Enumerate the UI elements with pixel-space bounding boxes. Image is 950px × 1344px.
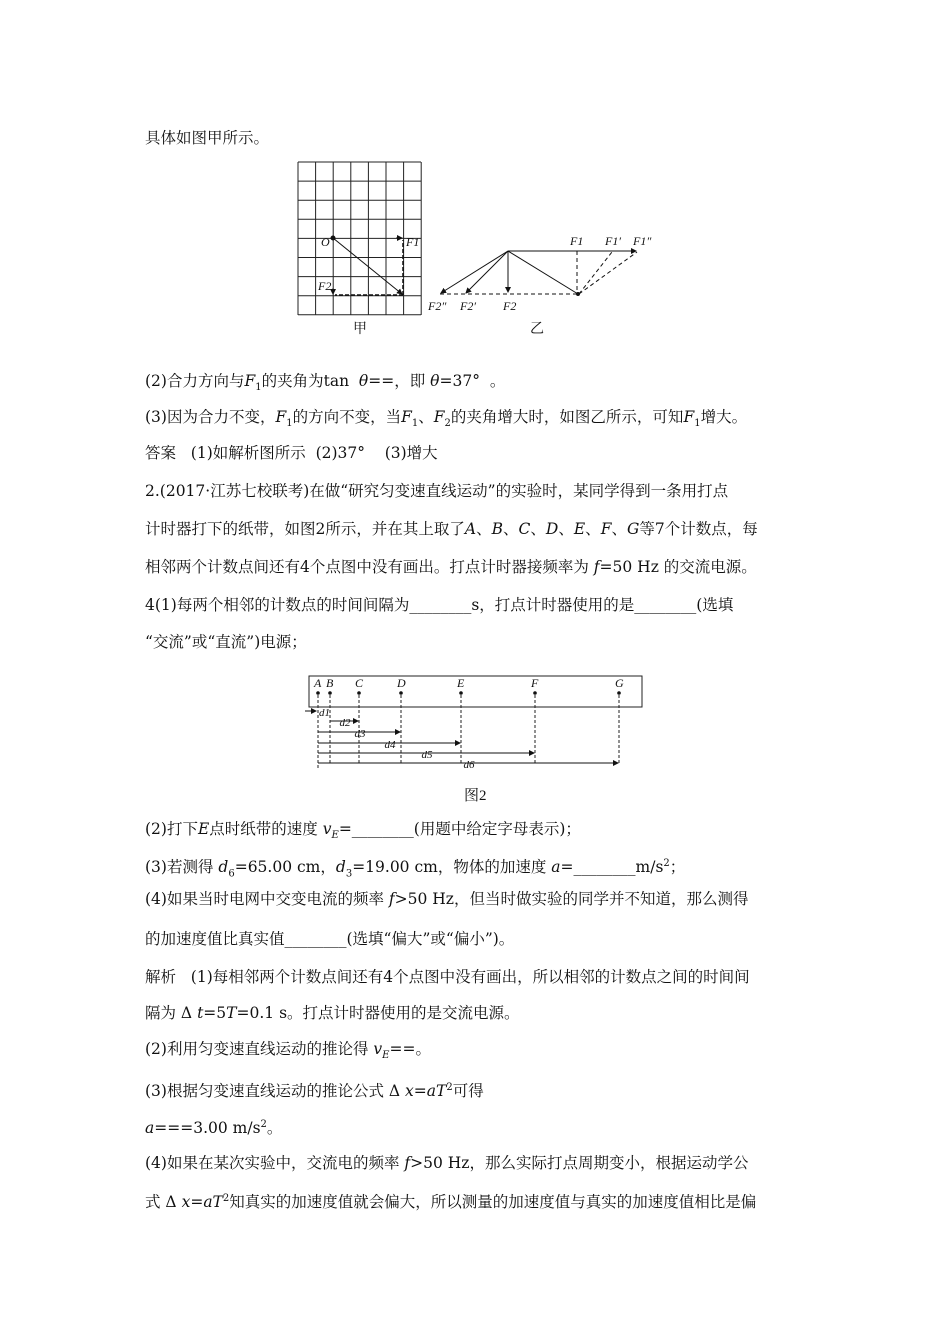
text-run: 、: [585, 520, 601, 538]
text-run: 2: [260, 1119, 267, 1130]
text-run: =19.00 cm，物体的加速度: [352, 858, 552, 877]
text-run: (3)若测得: [145, 858, 219, 877]
text-run: E: [573, 520, 586, 538]
text-run: ；: [669, 858, 686, 877]
text-run: a: [145, 1119, 155, 1138]
distance-label: d4: [384, 739, 396, 751]
text-run: =________(用题中给定字母表示)；: [338, 820, 581, 838]
text-run: d: [218, 858, 229, 877]
text-run: (4)如果当时电网中交变电流的频率: [145, 890, 389, 908]
text-run: 式 Δ: [145, 1193, 182, 1212]
tape-point-label: F: [531, 676, 539, 690]
label-yi-f2: F2: [503, 299, 517, 313]
text-run: =: [413, 1082, 427, 1101]
text-run: =5: [203, 1004, 227, 1022]
text-run: =: [190, 1193, 204, 1212]
text-run: 点时纸带的速度: [209, 820, 323, 838]
tape-point: [459, 691, 463, 695]
text-run: 6: [228, 868, 235, 880]
text-run: ==。: [389, 1040, 431, 1058]
text-run: f: [388, 890, 395, 908]
label-yi-f1p: F1′: [605, 234, 621, 248]
text-run: C: [518, 520, 531, 538]
tape-point: [357, 691, 361, 695]
text-run: θ: [358, 372, 369, 390]
tape-point-label: B: [326, 676, 334, 690]
text-run: 计时器打下的纸带，如图2所示，并在其上取了: [145, 520, 465, 538]
tape-point-label: A: [314, 676, 322, 690]
text-run: 2: [446, 1082, 453, 1093]
text-run: T: [226, 1004, 237, 1022]
caption-jia: 甲: [353, 322, 367, 337]
tape-point-label: C: [355, 676, 364, 690]
text-run: =50 Hz 的交流电源。: [599, 558, 757, 576]
text-run: aT: [426, 1082, 447, 1101]
figure-yi-vectors: [440, 251, 637, 296]
text-run: 的夹角为tan: [261, 372, 359, 390]
text-run: 1: [411, 418, 419, 430]
text-run: 等7个计数点，每: [639, 520, 758, 538]
text-run: 3: [345, 868, 353, 880]
tape-point-label: G: [615, 676, 624, 690]
text-run: >50 Hz，但当时做实验的同学并不知道，那么测得: [394, 890, 749, 908]
text-run: a: [551, 858, 561, 877]
text-run: 具体如图甲所示。: [145, 129, 270, 147]
text-run: 、: [558, 520, 574, 538]
distance-label: d3: [354, 728, 366, 740]
text-run: >50 Hz，那么实际打点周期变小，根据运动学公: [410, 1154, 749, 1172]
text-run: 1: [694, 418, 701, 430]
text-run: “交流”或“直流”)电源；: [145, 633, 307, 651]
text-run: 2.(2017·江苏七校联考)在做“研究匀变速直线运动”的实验时，某同学得到一条用打点: [145, 482, 729, 500]
distance-label: d2: [339, 717, 351, 729]
text-run: 相邻两个计数点间还有4个点图中没有画出。打点计时器接频率为: [145, 558, 594, 576]
text-run: 、: [418, 408, 434, 426]
text-run: 可得: [452, 1082, 484, 1101]
text-run: x: [181, 1193, 191, 1212]
text-run: ===3.00 m/s: [154, 1119, 261, 1138]
tape-point: [399, 691, 403, 695]
distance-label: d1: [319, 707, 330, 719]
text-run: aT: [203, 1193, 223, 1212]
text-run: F: [683, 408, 695, 426]
tape-point: [617, 691, 621, 695]
text-run: E: [197, 820, 210, 838]
text-run: (3)根据匀变速直线运动的推论公式 Δ: [145, 1082, 406, 1101]
caption-fig2: 图2: [464, 788, 487, 804]
distance-label: d6: [463, 759, 475, 771]
text-run: B: [491, 520, 503, 538]
text-run: θ: [430, 372, 440, 390]
text-run: F: [244, 372, 256, 390]
text-run: A: [464, 520, 477, 538]
text-run: E: [331, 830, 339, 842]
caption-yi: 乙: [530, 322, 544, 337]
text-run: d: [335, 858, 346, 877]
text-run: x: [405, 1082, 414, 1101]
text-run: F: [433, 408, 445, 426]
text-run: (2)合力方向与: [145, 372, 245, 390]
text-run: 。: [266, 1119, 283, 1138]
text-run: (2)打下: [145, 820, 198, 838]
text-run: G: [626, 520, 640, 538]
text-run: (2)利用匀变速直线运动的推论得: [145, 1040, 374, 1058]
label-yi-f1pp: F1″: [633, 234, 652, 248]
text-run: 知真实的加速度值就会偏大，所以测量的加速度值与真实的加速度值相比是偏: [229, 1193, 757, 1212]
text-run: 的方向不变，当: [292, 408, 402, 426]
tape-point: [328, 691, 332, 695]
text-run: v: [322, 820, 332, 838]
text-run: 2: [222, 1193, 230, 1204]
label-yi-f2p: F2′: [460, 299, 476, 313]
text-run: f: [404, 1154, 411, 1172]
text-run: =0.1 s。打点计时器使用的是交流电源。: [236, 1004, 520, 1022]
text-run: 的夹角增大时，如图乙所示，可知: [450, 408, 684, 426]
text-run: =65.00 cm，: [234, 858, 336, 877]
tape-point-label: D: [397, 676, 406, 690]
label-yi-f2pp: F2″: [428, 299, 447, 313]
text-run: 增大。: [700, 408, 748, 426]
label-f1: F1: [406, 235, 420, 249]
label-o: O: [321, 235, 330, 249]
text-run: F: [275, 408, 287, 426]
distance-label: d5: [421, 749, 433, 761]
tape-points: [305, 676, 624, 771]
text-run: v: [373, 1040, 383, 1058]
text-run: 1: [286, 418, 293, 430]
text-run: 1: [255, 382, 262, 394]
text-run: 的加速度值比真实值________(选填“偏大”或“偏小”)。: [145, 930, 515, 948]
text-run: E: [382, 1050, 390, 1062]
text-run: (3)因为合力不变，: [145, 408, 276, 426]
text-run: 隔为 Δ: [145, 1004, 198, 1022]
text-run: 、: [611, 520, 627, 538]
text-run: D: [545, 520, 559, 538]
label-yi-f1: F1: [570, 234, 584, 248]
text-run: F: [600, 520, 612, 538]
text-run: f: [593, 558, 600, 576]
text-run: t: [197, 1004, 204, 1022]
text-run: 答案 (1)如解析图所示 (2)37° (3)增大: [145, 444, 438, 462]
text-run: 4(1)每两个相邻的计数点的时间间隔为________s，打点计时器使用的是________(选填: [145, 596, 734, 614]
text-run: 2: [663, 858, 670, 869]
text-run: 、: [530, 520, 546, 538]
figure-jia-vectors: [331, 236, 403, 295]
tape-point-label: E: [457, 676, 465, 690]
text-run: (4)如果在某次实验中，交流电的频率: [145, 1154, 405, 1172]
tape-point: [533, 691, 537, 695]
text-run: 解析 (1)每相邻两个计数点间还有4个点图中没有画出，所以相邻的计数点之间的时间间: [145, 968, 750, 986]
text-run: =37° 。: [439, 372, 506, 390]
text-run: F: [401, 408, 412, 426]
text-run: 2: [444, 418, 451, 430]
text-run: =________m/s: [560, 858, 664, 877]
label-f2: F2: [318, 279, 332, 293]
text-run: 、: [476, 520, 492, 538]
text-run: ==，即: [368, 372, 431, 390]
text-run: 、: [502, 520, 519, 538]
tape-point: [316, 691, 320, 695]
